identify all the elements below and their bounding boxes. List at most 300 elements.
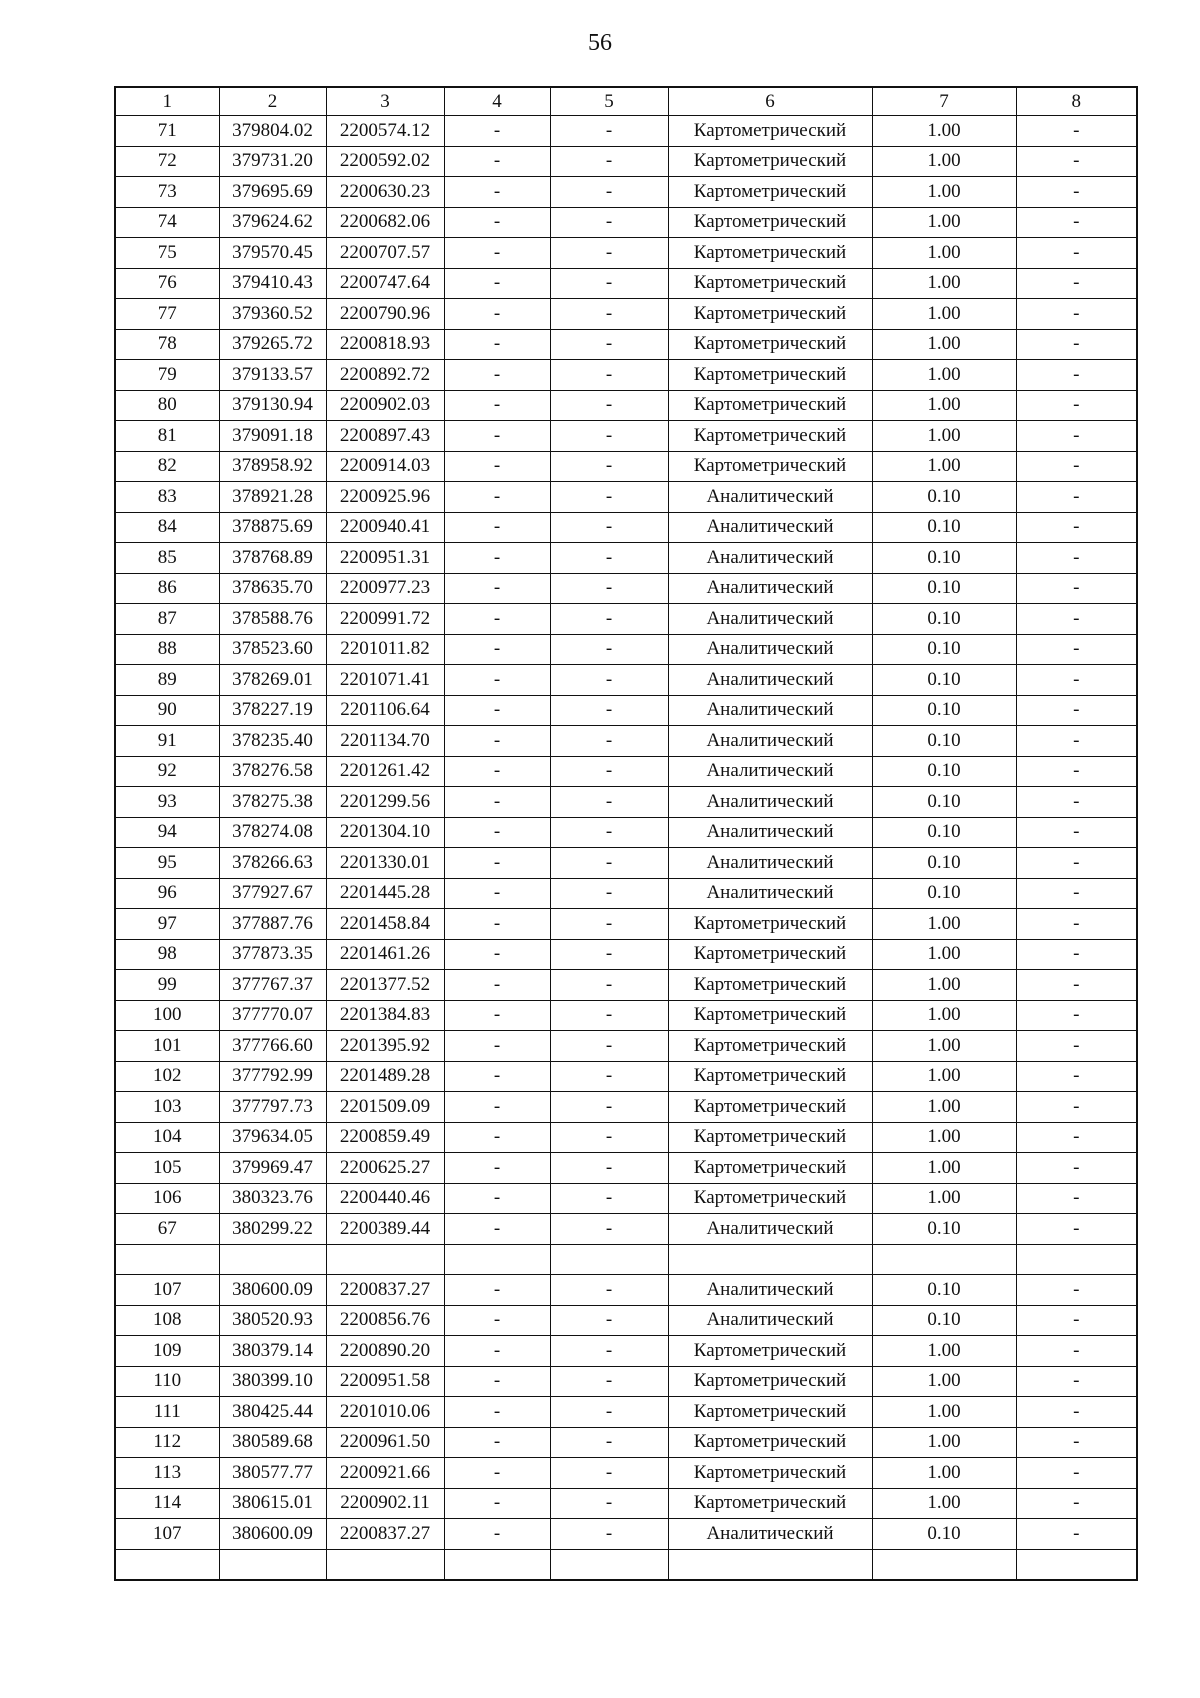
table-cell: 379570.45: [219, 238, 326, 269]
table-cell: -: [550, 634, 668, 665]
table-cell: -: [444, 543, 550, 574]
table-cell: [1016, 1549, 1137, 1580]
table-cell: 2201489.28: [326, 1061, 444, 1092]
table-cell: -: [550, 939, 668, 970]
table-cell: 380299.22: [219, 1214, 326, 1245]
table-cell: -: [1016, 1183, 1137, 1214]
table-cell: Картометрический: [668, 1183, 872, 1214]
table-cell: -: [550, 665, 668, 696]
table-row: [115, 909, 1137, 940]
table-cell: Аналитический: [668, 817, 872, 848]
table-cell: -: [444, 1183, 550, 1214]
table-cell: -: [1016, 787, 1137, 818]
table-cell: -: [1016, 1275, 1137, 1306]
table-cell: 379265.72: [219, 329, 326, 360]
table-cell: 104: [115, 1122, 219, 1153]
table-cell: 0.10: [872, 482, 1016, 513]
table-cell: -: [444, 665, 550, 696]
table-cell: -: [444, 238, 550, 269]
table-cell: -: [444, 1214, 550, 1245]
table-cell: 1.00: [872, 1031, 1016, 1062]
table-cell: -: [444, 512, 550, 543]
table-cell: 107: [115, 1275, 219, 1306]
table-row: [115, 329, 1137, 360]
table-cell: 379133.57: [219, 360, 326, 391]
table-cell: 2200574.12: [326, 116, 444, 147]
table-cell: -: [1016, 665, 1137, 696]
table-row: [115, 573, 1137, 604]
table-cell: Картометрический: [668, 1458, 872, 1489]
table-cell: Картометрический: [668, 1061, 872, 1092]
table-cell: -: [550, 970, 668, 1001]
table-cell: [115, 1244, 219, 1275]
table-cell: 378269.01: [219, 665, 326, 696]
table-cell: 380520.93: [219, 1305, 326, 1336]
table-cell: 1.00: [872, 116, 1016, 147]
table-cell: 0.10: [872, 878, 1016, 909]
table-cell: 2201261.42: [326, 756, 444, 787]
table-cell: 91: [115, 726, 219, 757]
table-cell: 107: [115, 1519, 219, 1550]
table-cell: -: [1016, 970, 1137, 1001]
table-cell: 2200925.96: [326, 482, 444, 513]
table-cell: Аналитический: [668, 695, 872, 726]
table-cell: [326, 1549, 444, 1580]
table-cell: 84: [115, 512, 219, 543]
table-row: [115, 360, 1137, 391]
table-cell: 0.10: [872, 787, 1016, 818]
table-row: [115, 390, 1137, 421]
table-cell: 1.00: [872, 939, 1016, 970]
table-cell: -: [1016, 390, 1137, 421]
table-cell: 380600.09: [219, 1275, 326, 1306]
table-cell: -: [550, 756, 668, 787]
table-row: [115, 1397, 1137, 1428]
table-cell: -: [550, 1122, 668, 1153]
table-cell: Картометрический: [668, 1122, 872, 1153]
table-cell: 1.00: [872, 1061, 1016, 1092]
table-cell: -: [550, 268, 668, 299]
table-cell: 1.00: [872, 1153, 1016, 1184]
table-cell: 380589.68: [219, 1427, 326, 1458]
table-cell: Аналитический: [668, 482, 872, 513]
table-cell: [444, 1549, 550, 1580]
table-cell: 1.00: [872, 146, 1016, 177]
table-row: [115, 726, 1137, 757]
table-cell: -: [1016, 1214, 1137, 1245]
table-cell: 2200897.43: [326, 421, 444, 452]
table-cell: 94: [115, 817, 219, 848]
table-cell: -: [550, 1275, 668, 1306]
table-cell: 1.00: [872, 268, 1016, 299]
table-cell: -: [550, 726, 668, 757]
table-cell: -: [550, 1183, 668, 1214]
table-cell: 0.10: [872, 1519, 1016, 1550]
table-row: [115, 604, 1137, 635]
table-cell: 103: [115, 1092, 219, 1123]
table-cell: -: [550, 146, 668, 177]
table-cell: 98: [115, 939, 219, 970]
table-cell: Аналитический: [668, 878, 872, 909]
table-cell: -: [1016, 939, 1137, 970]
table-cell: 0.10: [872, 817, 1016, 848]
table-cell: 102: [115, 1061, 219, 1092]
table-cell: 1.00: [872, 1397, 1016, 1428]
table-cell: -: [1016, 1397, 1137, 1428]
table-cell: -: [444, 146, 550, 177]
table-cell: 2201384.83: [326, 1000, 444, 1031]
table-cell: 67: [115, 1214, 219, 1245]
table-cell: 79: [115, 360, 219, 391]
column-header: 8: [1016, 87, 1137, 116]
table-cell: 2200818.93: [326, 329, 444, 360]
table-row: [115, 238, 1137, 269]
table-cell: Аналитический: [668, 787, 872, 818]
table-row: [115, 939, 1137, 970]
table-cell: 378227.19: [219, 695, 326, 726]
table-cell: 1.00: [872, 299, 1016, 330]
table-cell: 0.10: [872, 1214, 1016, 1245]
table-cell: -: [1016, 207, 1137, 238]
table-cell: 2200440.46: [326, 1183, 444, 1214]
table-cell: -: [444, 1122, 550, 1153]
table-cell: -: [550, 1214, 668, 1245]
table-cell: 2200902.03: [326, 390, 444, 421]
table-cell: -: [444, 1275, 550, 1306]
table-cell: 101: [115, 1031, 219, 1062]
table-cell: -: [1016, 695, 1137, 726]
table-cell: Картометрический: [668, 1000, 872, 1031]
table-cell: 113: [115, 1458, 219, 1489]
table-cell: 380379.14: [219, 1336, 326, 1367]
table-cell: 0.10: [872, 573, 1016, 604]
table-cell: 379731.20: [219, 146, 326, 177]
table-cell: -: [1016, 1031, 1137, 1062]
table-cell: 0.10: [872, 512, 1016, 543]
table-cell: 82: [115, 451, 219, 482]
table-cell: Картометрический: [668, 238, 872, 269]
table-cell: 1.00: [872, 1122, 1016, 1153]
table-cell: Картометрический: [668, 421, 872, 452]
table-cell: -: [444, 1305, 550, 1336]
column-header: 5: [550, 87, 668, 116]
coordinates-table: [114, 86, 1138, 1581]
table-row: [115, 1214, 1137, 1245]
table-cell: -: [1016, 1305, 1137, 1336]
table-cell: 1.00: [872, 421, 1016, 452]
table-cell: 2200837.27: [326, 1519, 444, 1550]
table-cell: -: [1016, 573, 1137, 604]
table-row: [115, 1153, 1137, 1184]
table-cell: -: [550, 1458, 668, 1489]
table-cell: -: [1016, 146, 1137, 177]
table-cell: Картометрический: [668, 1092, 872, 1123]
table-cell: -: [1016, 543, 1137, 574]
table-cell: Картометрический: [668, 1336, 872, 1367]
table-cell: 380577.77: [219, 1458, 326, 1489]
table-cell: -: [1016, 268, 1137, 299]
table-cell: -: [550, 1305, 668, 1336]
table-cell: Аналитический: [668, 848, 872, 879]
table-cell: -: [444, 939, 550, 970]
table-cell: 0.10: [872, 695, 1016, 726]
table-cell: -: [550, 390, 668, 421]
table-cell: 377767.37: [219, 970, 326, 1001]
table-cell: -: [550, 573, 668, 604]
table-cell: 2201071.41: [326, 665, 444, 696]
table-cell: -: [444, 1031, 550, 1062]
table-row: [115, 1427, 1137, 1458]
table-cell: 1.00: [872, 1488, 1016, 1519]
table-cell: -: [550, 238, 668, 269]
table-cell: Картометрический: [668, 1366, 872, 1397]
table-row: [115, 787, 1137, 818]
table-cell: [668, 1244, 872, 1275]
table-cell: -: [550, 512, 668, 543]
table-row: [115, 1031, 1137, 1062]
table-cell: 379969.47: [219, 1153, 326, 1184]
table-cell: 96: [115, 878, 219, 909]
table-cell: 2201011.82: [326, 634, 444, 665]
table-cell: -: [444, 360, 550, 391]
table-row: [115, 1458, 1137, 1489]
table-cell: 377792.99: [219, 1061, 326, 1092]
table-cell: 0.10: [872, 726, 1016, 757]
table-cell: 1.00: [872, 177, 1016, 208]
table-cell: -: [1016, 1336, 1137, 1367]
table-cell: -: [550, 482, 668, 513]
table-cell: 97: [115, 909, 219, 940]
table-cell: 2201106.64: [326, 695, 444, 726]
table-cell: -: [1016, 817, 1137, 848]
table-cell: 105: [115, 1153, 219, 1184]
table-cell: 378274.08: [219, 817, 326, 848]
table-cell: -: [1016, 1488, 1137, 1519]
table-cell: 380399.10: [219, 1366, 326, 1397]
table-cell: 2200625.27: [326, 1153, 444, 1184]
table-cell: -: [1016, 482, 1137, 513]
table-cell: 100: [115, 1000, 219, 1031]
table-row: [115, 1305, 1137, 1336]
table-row: [115, 1336, 1137, 1367]
table-cell: 378875.69: [219, 512, 326, 543]
table-cell: -: [1016, 451, 1137, 482]
table-cell: 378266.63: [219, 848, 326, 879]
table-cell: Картометрический: [668, 909, 872, 940]
table-cell: 2201395.92: [326, 1031, 444, 1062]
table-cell: -: [444, 756, 550, 787]
table-cell: 2200747.64: [326, 268, 444, 299]
table-cell: 0.10: [872, 756, 1016, 787]
table-cell: 2200951.31: [326, 543, 444, 574]
table-cell: -: [444, 482, 550, 513]
table-cell: -: [550, 1031, 668, 1062]
table-cell: -: [444, 207, 550, 238]
table-cell: -: [550, 1397, 668, 1428]
table-cell: 378635.70: [219, 573, 326, 604]
table-cell: -: [444, 1458, 550, 1489]
table-cell: 377766.60: [219, 1031, 326, 1062]
table-cell: -: [550, 177, 668, 208]
table-cell: 88: [115, 634, 219, 665]
table-cell: Аналитический: [668, 634, 872, 665]
table-cell: -: [1016, 360, 1137, 391]
table-cell: Аналитический: [668, 665, 872, 696]
table-row: [115, 695, 1137, 726]
column-header: 1: [115, 87, 219, 116]
table-cell: -: [1016, 726, 1137, 757]
table-cell: 378276.58: [219, 756, 326, 787]
table-header-row: [115, 87, 1137, 116]
table-cell: 2200837.27: [326, 1275, 444, 1306]
table-cell: -: [550, 116, 668, 147]
table-cell: Картометрический: [668, 1397, 872, 1428]
table-row: [115, 1275, 1137, 1306]
table-cell: [219, 1549, 326, 1580]
table-cell: -: [1016, 634, 1137, 665]
table-cell: 0.10: [872, 543, 1016, 574]
table-cell: 377927.67: [219, 878, 326, 909]
table-cell: -: [1016, 848, 1137, 879]
table-cell: -: [1016, 329, 1137, 360]
table-cell: -: [550, 1519, 668, 1550]
table-row: [115, 146, 1137, 177]
table-cell: 1.00: [872, 1183, 1016, 1214]
table-row: [115, 970, 1137, 1001]
table-cell: -: [550, 421, 668, 452]
table-cell: -: [550, 848, 668, 879]
table-cell: 1.00: [872, 451, 1016, 482]
table-cell: 2201299.56: [326, 787, 444, 818]
table-cell: Картометрический: [668, 329, 872, 360]
table-cell: -: [444, 1000, 550, 1031]
table-cell: Картометрический: [668, 451, 872, 482]
table-cell: 0.10: [872, 634, 1016, 665]
table-row: [115, 268, 1137, 299]
table-cell: Картометрический: [668, 360, 872, 391]
table-cell: -: [550, 878, 668, 909]
table-cell: 2200940.41: [326, 512, 444, 543]
table-cell: 85: [115, 543, 219, 574]
column-header: 7: [872, 87, 1016, 116]
table-cell: -: [550, 604, 668, 635]
table-cell: 1.00: [872, 390, 1016, 421]
table-cell: 379624.62: [219, 207, 326, 238]
table-cell: 90: [115, 695, 219, 726]
table-cell: -: [444, 451, 550, 482]
table-cell: -: [444, 726, 550, 757]
table-cell: -: [550, 695, 668, 726]
table-cell: [444, 1244, 550, 1275]
table-row: [115, 1061, 1137, 1092]
table-cell: -: [444, 299, 550, 330]
table-cell: -: [1016, 1000, 1137, 1031]
table-cell: 89: [115, 665, 219, 696]
table-cell: Картометрический: [668, 177, 872, 208]
table-cell: Картометрический: [668, 116, 872, 147]
table-cell: [872, 1244, 1016, 1275]
table-cell: Картометрический: [668, 970, 872, 1001]
table-cell: 76: [115, 268, 219, 299]
table-cell: 2200856.76: [326, 1305, 444, 1336]
table-cell: -: [444, 909, 550, 940]
table-cell: 2200790.96: [326, 299, 444, 330]
table-cell: -: [550, 1153, 668, 1184]
table-row: [115, 1488, 1137, 1519]
table-cell: 112: [115, 1427, 219, 1458]
table-cell: [326, 1244, 444, 1275]
table-cell: 378523.60: [219, 634, 326, 665]
table-cell: 2200859.49: [326, 1122, 444, 1153]
table-row: [115, 482, 1137, 513]
table-cell: 1.00: [872, 1092, 1016, 1123]
table-cell: 2200921.66: [326, 1458, 444, 1489]
table-cell: -: [550, 787, 668, 818]
table-cell: -: [550, 1092, 668, 1123]
table-cell: 378235.40: [219, 726, 326, 757]
table-cell: 379360.52: [219, 299, 326, 330]
table-body: [115, 116, 1137, 1581]
table-cell: -: [444, 695, 550, 726]
table-cell: -: [1016, 512, 1137, 543]
table-cell: Картометрический: [668, 146, 872, 177]
table-cell: -: [1016, 604, 1137, 635]
table-cell: -: [444, 573, 550, 604]
table-cell: 378275.38: [219, 787, 326, 818]
table-cell: -: [444, 268, 550, 299]
table-cell: -: [444, 116, 550, 147]
table-row: [115, 756, 1137, 787]
table-cell: 0.10: [872, 1305, 1016, 1336]
table-cell: -: [444, 1092, 550, 1123]
table-cell: 380323.76: [219, 1183, 326, 1214]
table-cell: -: [1016, 238, 1137, 269]
table-cell: 1.00: [872, 970, 1016, 1001]
table-row: [115, 878, 1137, 909]
table-cell: 2201458.84: [326, 909, 444, 940]
table-cell: -: [1016, 1427, 1137, 1458]
table-cell: Картометрический: [668, 1427, 872, 1458]
table-cell: -: [1016, 1092, 1137, 1123]
table-cell: 1.00: [872, 1427, 1016, 1458]
table-cell: 80: [115, 390, 219, 421]
table-cell: 106: [115, 1183, 219, 1214]
table-cell: Аналитический: [668, 573, 872, 604]
table-cell: -: [1016, 1366, 1137, 1397]
table-cell: -: [444, 1427, 550, 1458]
table-cell: 378921.28: [219, 482, 326, 513]
table-row: [115, 848, 1137, 879]
table-cell: 92: [115, 756, 219, 787]
table-cell: -: [444, 848, 550, 879]
table-cell: Картометрический: [668, 207, 872, 238]
table-cell: 74: [115, 207, 219, 238]
table-cell: -: [1016, 1458, 1137, 1489]
table-cell: 0.10: [872, 848, 1016, 879]
table-cell: 380425.44: [219, 1397, 326, 1428]
table-cell: 377873.35: [219, 939, 326, 970]
table-cell: -: [444, 878, 550, 909]
table-cell: 379130.94: [219, 390, 326, 421]
table-cell: 0.10: [872, 665, 1016, 696]
table-cell: Картометрический: [668, 268, 872, 299]
table-cell: -: [444, 1061, 550, 1092]
table-cell: 2200951.58: [326, 1366, 444, 1397]
table-cell: [219, 1244, 326, 1275]
table-cell: 2200961.50: [326, 1427, 444, 1458]
table-cell: 0.10: [872, 1275, 1016, 1306]
table-cell: 86: [115, 573, 219, 604]
